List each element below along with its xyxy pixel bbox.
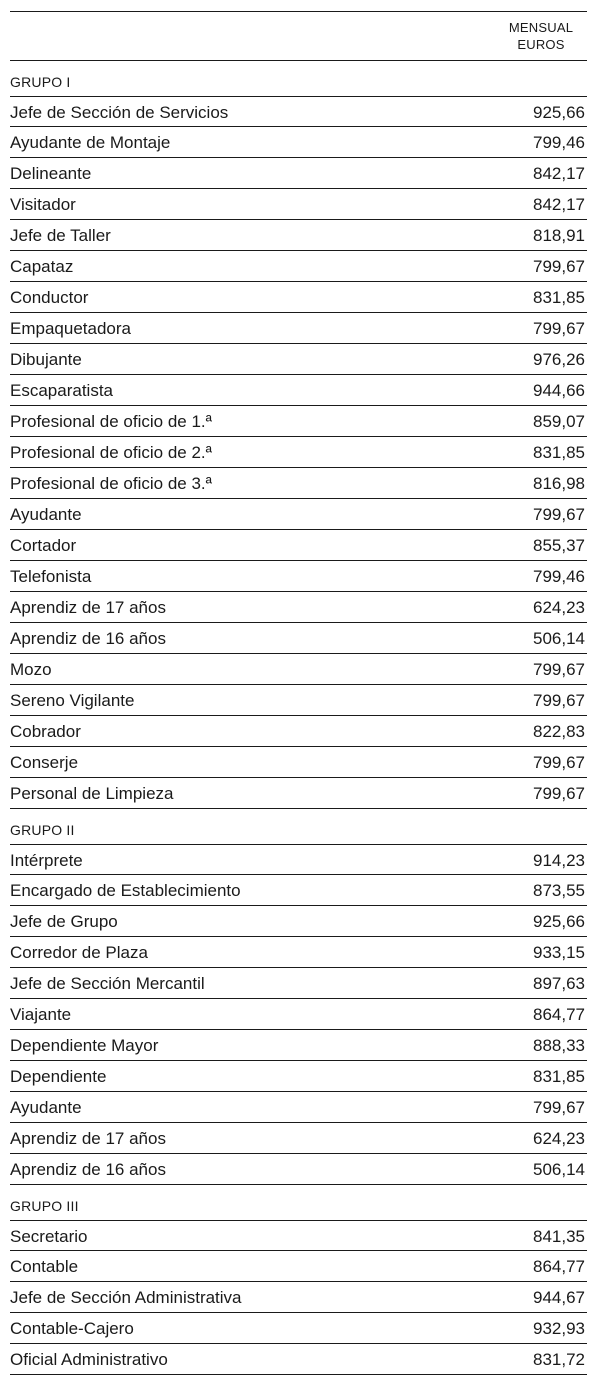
group-section [10, 1185, 587, 1375]
job-title: Dependiente [10, 1067, 107, 1086]
table-row [10, 1061, 587, 1092]
table-row [10, 1313, 587, 1344]
table-row [10, 313, 587, 344]
monthly-salary: 799,67 [533, 660, 585, 679]
monthly-salary: 624,23 [533, 598, 585, 617]
monthly-salary: 855,37 [533, 536, 585, 555]
job-title: Jefe de Taller [10, 226, 111, 245]
monthly-salary: 799,46 [533, 567, 585, 586]
monthly-salary: 925,66 [533, 103, 585, 122]
job-title: Dependiente Mayor [10, 1036, 159, 1055]
monthly-salary: 799,67 [533, 257, 585, 276]
monthly-salary: 506,14 [533, 629, 585, 648]
job-title: Profesional de oficio de 1.ª [10, 412, 212, 431]
table-row [10, 282, 587, 313]
job-title: Empaquetadora [10, 319, 131, 338]
monthly-salary: 799,67 [533, 505, 585, 524]
monthly-salary: 799,67 [533, 319, 585, 338]
table-row [10, 778, 587, 809]
group-section [10, 61, 587, 809]
job-title: Ayudante [10, 505, 82, 524]
table-row [10, 251, 587, 282]
table-row [10, 220, 587, 251]
table-row [10, 685, 587, 716]
table-row [10, 592, 587, 623]
table-row [10, 561, 587, 592]
job-title: Conserje [10, 753, 79, 772]
groups-container [10, 61, 587, 1375]
job-title: Sereno Vigilante [10, 691, 135, 710]
monthly-salary: 842,17 [533, 164, 585, 183]
group-title: GRUPO III [10, 1198, 79, 1214]
table-row [10, 406, 587, 437]
table-row [10, 530, 587, 561]
monthly-salary: 831,72 [533, 1350, 585, 1369]
table-row [10, 654, 587, 685]
monthly-salary: 933,15 [533, 943, 585, 962]
group-section [10, 809, 587, 1185]
monthly-salary: 831,85 [533, 1067, 585, 1086]
table-row [10, 96, 587, 127]
table-row [10, 747, 587, 778]
table-row [10, 189, 587, 220]
job-title: Encargado de Establecimiento [10, 881, 241, 900]
table-row [10, 716, 587, 747]
table-row [10, 623, 587, 654]
table-row [10, 1282, 587, 1313]
job-title: Aprendiz de 17 años [10, 598, 166, 617]
group-title: GRUPO I [10, 74, 71, 90]
monthly-salary: 914,23 [533, 851, 585, 870]
monthly-salary: 944,67 [533, 1288, 585, 1307]
monthly-salary: 944,66 [533, 381, 585, 400]
job-title: Ayudante [10, 1098, 82, 1117]
job-title: Secretario [10, 1227, 88, 1246]
monthly-salary: 822,83 [533, 722, 585, 741]
monthly-salary: 859,07 [533, 412, 585, 431]
table-row [10, 1220, 587, 1251]
job-title: Cortador [10, 536, 77, 555]
job-title: Profesional de oficio de 2.ª [10, 443, 212, 462]
job-title: Conductor [10, 288, 89, 307]
job-title: Contable [10, 1257, 79, 1276]
table-row [10, 437, 587, 468]
table-row [10, 1092, 587, 1123]
table-row [10, 1123, 587, 1154]
table-row [10, 468, 587, 499]
job-title: Jefe de Grupo [10, 912, 118, 931]
table-row [10, 127, 587, 158]
monthly-salary: 818,91 [533, 226, 585, 245]
table-row [10, 906, 587, 937]
monthly-salary: 799,67 [533, 691, 585, 710]
monthly-salary: 932,93 [533, 1319, 585, 1338]
job-title: Aprendiz de 16 años [10, 629, 166, 648]
monthly-salary: 506,14 [533, 1160, 585, 1179]
column-header-line-1: MENSUAL [508, 20, 574, 35]
job-title: Mozo [10, 660, 52, 679]
table-row [10, 1030, 587, 1061]
monthly-salary: 841,35 [533, 1227, 585, 1246]
monthly-salary: 873,55 [533, 881, 585, 900]
monthly-salary: 864,77 [533, 1257, 585, 1276]
monthly-salary: 799,67 [533, 753, 585, 772]
table-row [10, 844, 587, 875]
monthly-salary: 842,17 [533, 195, 585, 214]
monthly-salary: 976,26 [533, 350, 585, 369]
job-title: Viajante [10, 1005, 72, 1024]
table-header [10, 12, 587, 61]
job-title: Cobrador [10, 722, 81, 741]
monthly-salary: 799,67 [533, 1098, 585, 1117]
job-title: Profesional de oficio de 3.ª [10, 474, 212, 493]
job-title: Intérprete [10, 851, 83, 870]
table-row [10, 937, 587, 968]
monthly-salary: 624,23 [533, 1129, 585, 1148]
job-title: Aprendiz de 17 años [10, 1129, 166, 1148]
job-title: Dibujante [10, 350, 82, 369]
monthly-salary: 816,98 [533, 474, 585, 493]
job-title: Corredor de Plaza [10, 943, 148, 962]
monthly-salary: 831,85 [533, 288, 585, 307]
table-row [10, 344, 587, 375]
table-row [10, 1154, 587, 1185]
column-header-monthly-euros [496, 19, 586, 53]
job-title: Ayudante de Montaje [10, 133, 171, 152]
salary-table [10, 11, 587, 1375]
job-title: Jefe de Sección Administrativa [10, 1288, 242, 1307]
job-title: Visitador [10, 195, 76, 214]
monthly-salary: 864,77 [533, 1005, 585, 1024]
job-title: Delineante [10, 164, 92, 183]
table-row [10, 1344, 587, 1375]
column-header-line-2: EUROS [517, 37, 565, 52]
job-title: Jefe de Sección de Servicios [10, 103, 229, 122]
monthly-salary: 925,66 [533, 912, 585, 931]
group-title: GRUPO II [10, 822, 75, 838]
table-row [10, 375, 587, 406]
table-row [10, 968, 587, 999]
table-row [10, 499, 587, 530]
table-row [10, 999, 587, 1030]
job-title: Escaparatista [10, 381, 113, 400]
job-title: Jefe de Sección Mercantil [10, 974, 205, 993]
monthly-salary: 888,33 [533, 1036, 585, 1055]
table-row [10, 875, 587, 906]
monthly-salary: 831,85 [533, 443, 585, 462]
job-title: Contable-Cajero [10, 1319, 134, 1338]
table-row [10, 1251, 587, 1282]
job-title: Aprendiz de 16 años [10, 1160, 166, 1179]
job-title: Personal de Limpieza [10, 784, 174, 803]
job-title: Capataz [10, 257, 74, 276]
job-title: Oficial Administrativo [10, 1350, 168, 1369]
table-row [10, 158, 587, 189]
job-title: Telefonista [10, 567, 92, 586]
monthly-salary: 897,63 [533, 974, 585, 993]
monthly-salary: 799,46 [533, 133, 585, 152]
monthly-salary: 799,67 [533, 784, 585, 803]
